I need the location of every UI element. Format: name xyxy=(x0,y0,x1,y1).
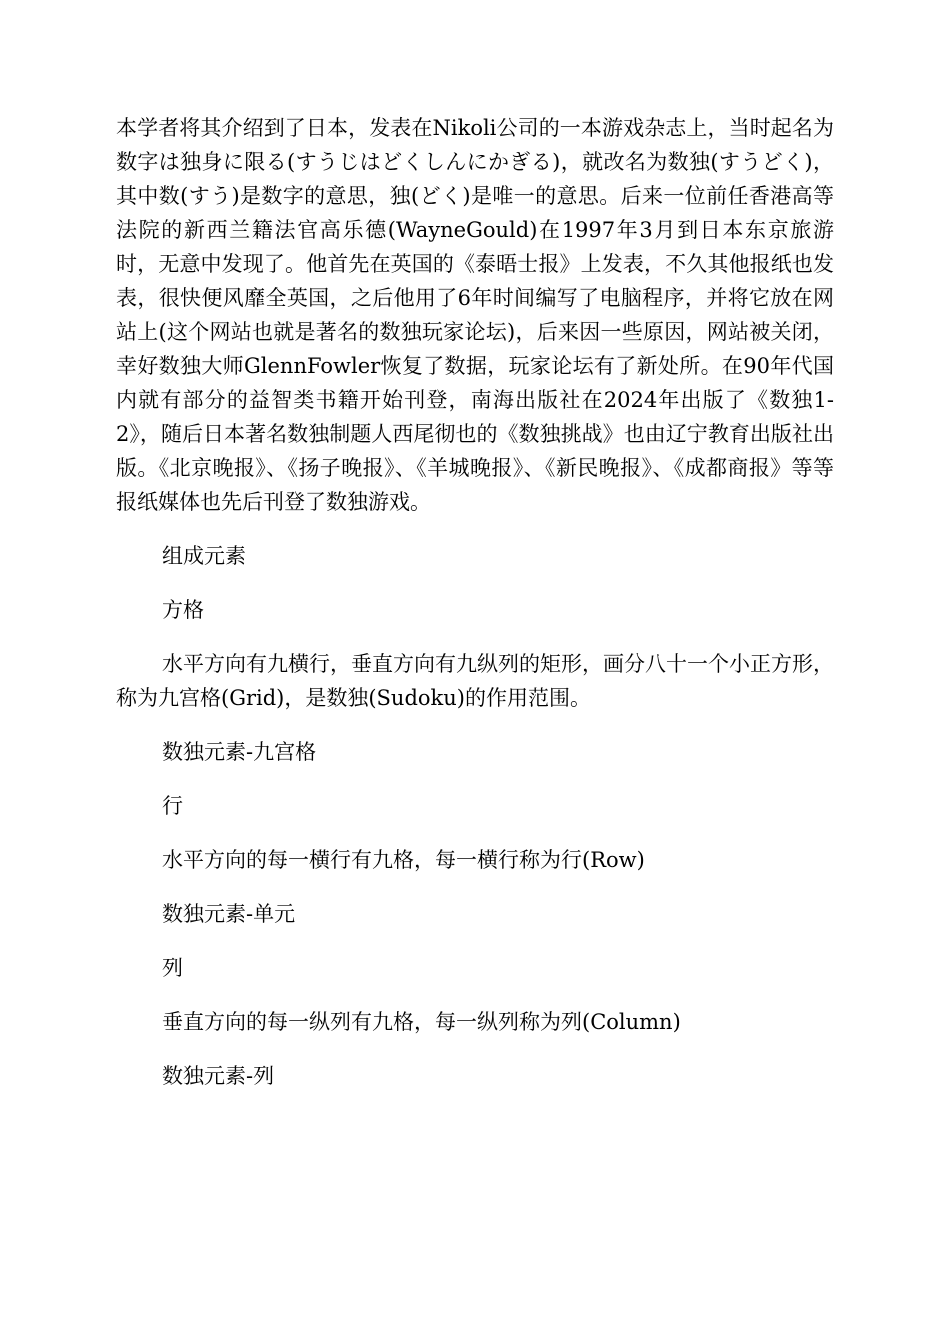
heading-grid: 方格 xyxy=(162,598,204,622)
caption-grid: 数独元素-九宫格 xyxy=(162,740,317,764)
document-body xyxy=(116,111,834,1113)
row-description: 水平方向的每一横行有九格，每一横行称为行(Row) xyxy=(162,848,645,872)
heading-components: 组成元素 xyxy=(162,544,246,568)
intro-paragraph: 本学者将其介绍到了日本，发表在Nikoli公司的一本游戏杂志上，当时起名为数字は独身に限る(すうじはどくしんにかぎる)，就改名为数独(すうどく)，其中数(すう)是数字的意思，独(どく)是唯一的意思。后来一位前任香港高等法院的新西兰籍法官高乐德(WayneGould)在1997年3月到日本东京旅游时，无意中发现了。他首先在英国的《泰晤士报》上发表，不久其他报纸也发表，很快便风靡全英国，之后他用了6年时间编写了电脑程序，并将它放在网站上(这个网站也就是著名的数独玩家论坛)，后来因一些原因，网站被关闭，幸好数独大师GlennFowler恢复了数据，玩家论坛有了新处所。在90年代国内就有部分的益智类书籍开始刊登，南海出版社在2024年出版了《数独1-2》，随后日本著名数独制题人西尾彻也的《数独挑战》也由辽宁教育出版社出版。《北京晚报》、《扬子晚报》、《羊城晚报》、《新民晚报》、《成都商报》等等报纸媒体也先后刊登了数独游戏。 xyxy=(116,116,834,514)
heading-column: 列 xyxy=(162,956,183,980)
caption-cell: 数独元素-单元 xyxy=(162,902,296,926)
heading-row: 行 xyxy=(162,794,183,818)
column-description: 垂直方向的每一纵列有九格，每一纵列称为列(Column) xyxy=(162,1010,681,1034)
grid-description: 水平方向有九横行，垂直方向有九纵列的矩形，画分八十一个小正方形，称为九宫格(Grid)，是数独(Sudoku)的作用范围。 xyxy=(116,652,834,710)
caption-column: 数独元素-列 xyxy=(162,1064,275,1088)
